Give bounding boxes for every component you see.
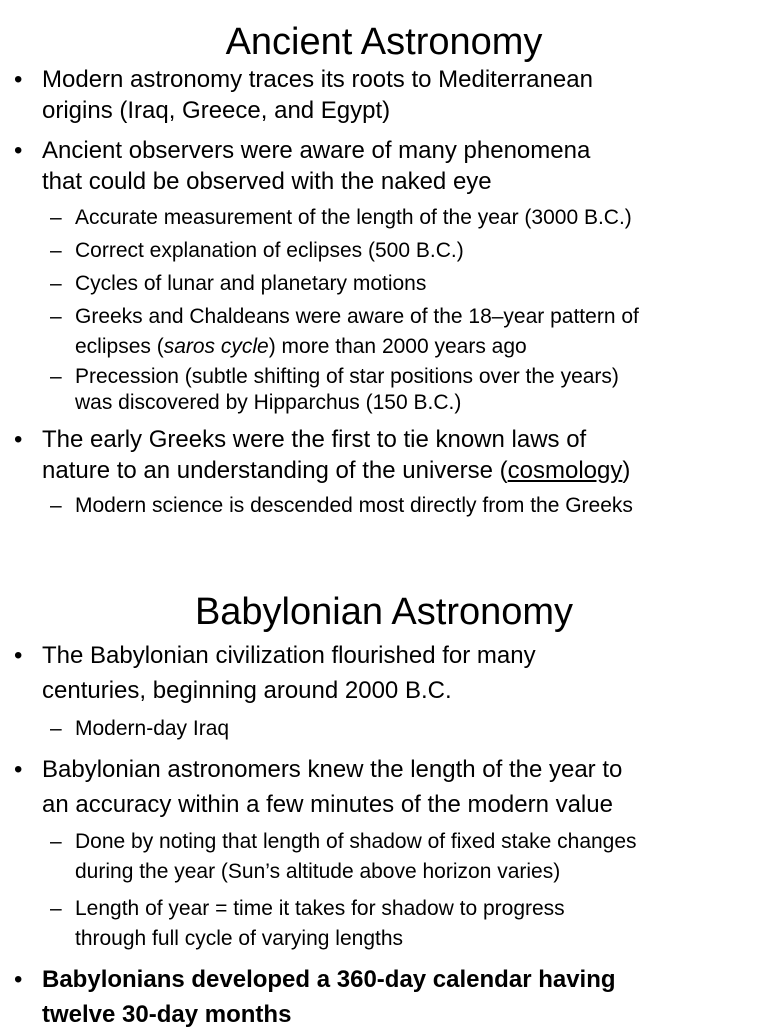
- bullet-icon: •: [14, 426, 23, 453]
- slide-title: Babylonian Astronomy: [194, 591, 574, 633]
- sub-item-text: through full cycle of varying lengths: [75, 927, 404, 950]
- dash-icon: –: [50, 897, 62, 920]
- sub-item-text: was discovered by Hipparchus (150 B.C.): [75, 391, 462, 414]
- bullet-icon: •: [14, 642, 23, 669]
- slide-title: Ancient Astronomy: [225, 21, 543, 63]
- sub-item-text: Done by noting that length of shadow of fixed stake changes: [75, 830, 637, 853]
- item-text-line: Babylonians developed a 360-day calendar having: [42, 966, 616, 993]
- sub-item-text: Accurate measurement of the length of the year (3000 B.C.): [75, 206, 632, 229]
- sub-item-text: ) more than 2000 years ago: [268, 335, 527, 358]
- item-text-line: Ancient observers were aware of many phenomena: [42, 137, 591, 164]
- item-text-line: The early Greeks were the first to tie known laws of: [42, 426, 587, 453]
- sub-item-text: Greeks and Chaldeans were aware of the 18–year pattern of: [75, 305, 639, 328]
- sub-item-text: eclipses (: [75, 335, 164, 358]
- dash-icon: –: [50, 365, 62, 388]
- bullet-icon: •: [14, 66, 23, 93]
- dash-icon: –: [50, 206, 62, 229]
- dash-icon: –: [50, 305, 62, 328]
- sub-item-text: Correct explanation of eclipses (500 B.C.): [75, 239, 464, 262]
- sub-item-text: Precession (subtle shifting of star positions over the years): [75, 365, 619, 388]
- emphasis-text: saros cycle: [163, 335, 269, 358]
- dash-icon: –: [50, 494, 62, 517]
- bullet-icon: •: [14, 756, 23, 783]
- item-text-line: ): [622, 457, 631, 484]
- underlined-term: cosmology: [507, 457, 623, 484]
- item-text-line: nature to an understanding of the universe (: [42, 457, 508, 484]
- dash-icon: –: [50, 239, 62, 262]
- dash-icon: –: [50, 717, 62, 740]
- slide-babylonian-astronomy: [0, 578, 768, 1028]
- item-text-line: that could be observed with the naked eye: [42, 168, 492, 195]
- sub-item-text: Modern science is descended most directly from the Greeks: [75, 494, 633, 517]
- bullet-icon: •: [14, 966, 23, 993]
- item-text-line: twelve 30-day months: [42, 1001, 292, 1028]
- dash-icon: –: [50, 272, 62, 295]
- dash-icon: –: [50, 830, 62, 853]
- bullet-icon: •: [14, 137, 23, 164]
- sub-item-text: Length of year = time it takes for shadow to progress: [75, 897, 565, 920]
- item-text-line: Babylonian astronomers knew the length of the year to: [42, 756, 623, 783]
- item-text-line: Modern astronomy traces its roots to Mediterranean: [42, 66, 593, 93]
- sub-item-text: Cycles of lunar and planetary motions: [75, 272, 427, 295]
- item-text-line: centuries, beginning around 2000 B.C.: [42, 677, 452, 704]
- item-text-line: The Babylonian civilization flourished for many: [42, 642, 536, 669]
- sub-item-text: during the year (Sun’s altitude above horizon varies): [75, 860, 561, 883]
- item-text-line: an accuracy within a few minutes of the modern value: [42, 791, 613, 818]
- item-text-line: origins (Iraq, Greece, and Egypt): [42, 97, 391, 124]
- sub-item-text: Modern-day Iraq: [75, 717, 230, 740]
